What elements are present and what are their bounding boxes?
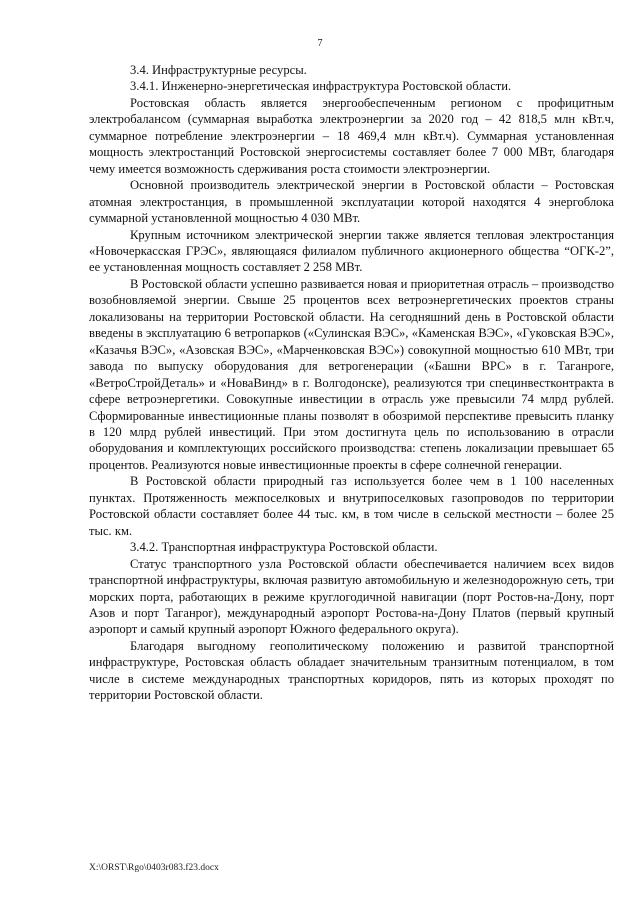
document-body <box>89 62 614 704</box>
body-paragraph: Основной производитель электрической энергии в Ростовской области – Ростовская атомная электростанция, в промышленной эксплуатации которой находятся 4 энергоблока суммарной установленной мощностью 4 030 МВт. <box>89 178 614 226</box>
subsection-heading: 3.4.1. Инженерно-энергетическая инфраструктура Ростовской области. <box>130 79 512 94</box>
body-paragraph: Ростовская область является энергообеспеченным регионом с профицитным электробалансом (суммарная выработка электроэнергии за 2020 год – 42 818,5 млн кВт.ч, суммарное потребление электроэнергии – 18 469,4 млн кВт.ч). Суммарная установленная мощность электростанций Ростовской энергосистемы составляет более 7 000 МВт, благодаря чему имеется возможность сдерживания роста стоимости электроэнергии. <box>89 95 614 176</box>
footer-file-path: X:\ORST\Rgo\0403r083.f23.docx <box>89 863 219 873</box>
body-paragraph: В Ростовской области природный газ используется более чем в 1 100 населенных пунктах. Протяженность межпоселковых и внутрипоселковых газопроводов по территории Ростовской области составляет более 44 тыс. км, в том числе в сельской местности – более 25 тыс. км. <box>89 474 614 538</box>
body-paragraph: Статус транспортного узла Ростовской области обеспечивается наличием всех видов транспортной инфраструктуры, включая развитую автомобильную и железнодорожную сеть, три морских порта, работающих в режиме круглогодичной навигации (порт Ростов-на-Дону, порт Азов и порт Таганрог), международный аэропорт Ростова-на-Дону Платов (первый крупный аэропорт и самый крупный аэропорт Южного федерального округа). <box>89 556 614 637</box>
body-paragraph: Крупным источником электрической энергии также является тепловая электростанция «Новочеркасская ГРЭС», являющаяся филиалом публичного акционерного общества “ОГК-2”, ее установленная мощность составляет 2 258 МВт. <box>89 227 614 275</box>
body-paragraph: Благодаря выгодному геополитическому положению и развитой транспортной инфраструктуре, Ростовская область обладает значительным транзитным потенциалом, в том числе в системе международных транспортных коридоров, пять из которых проходят по территории Ростовской области. <box>89 638 614 703</box>
subsection-heading: 3.4.2. Транспортная инфраструктура Ростовской области. <box>130 540 438 555</box>
body-paragraph: В Ростовской области успешно развивается новая и приоритетная отрасль – производство возобновляемой энергии. Свыше 25 процентов всех ветроэнергетических проектов страны локализованы на территории Ростовской области. На сегодняшний день в Ростовской области введены в эксплуатацию 6 ветропарков («Сулинская ВЭС», «Каменская ВЭС», «Гуковская ВЭС», «Казачья ВЭС», «Азовская ВЭС», «Марченковская ВЭС») совокупной мощностью 610 МВт, три завода по выпуску оборудования для ветрогенерации («Башни ВРС» в г. Таганроге, «ВетроСтройДеталь» и «НоваВинд» в г. Волгодонске), реализуются три специнвестконтракта в сфере ветроэнергетики. Совокупные инвестиции в отрасль уже превысили 74 млрд рублей. Сформированные инвестиционные планы позволят в обозримой перспективе превысить планку в 120 млрд рублей инвестиций. При этом достигнута цель по использованию в отрасли оборудования и комплектующих российского производства: степень локализации превышает 65 процентов. Реализуются новые инвестиционные проекты в сфере солнечной генерации. <box>89 276 614 472</box>
section-heading: 3.4. Инфраструктурные ресурсы. <box>130 63 307 77</box>
page-number: 7 <box>317 38 323 49</box>
